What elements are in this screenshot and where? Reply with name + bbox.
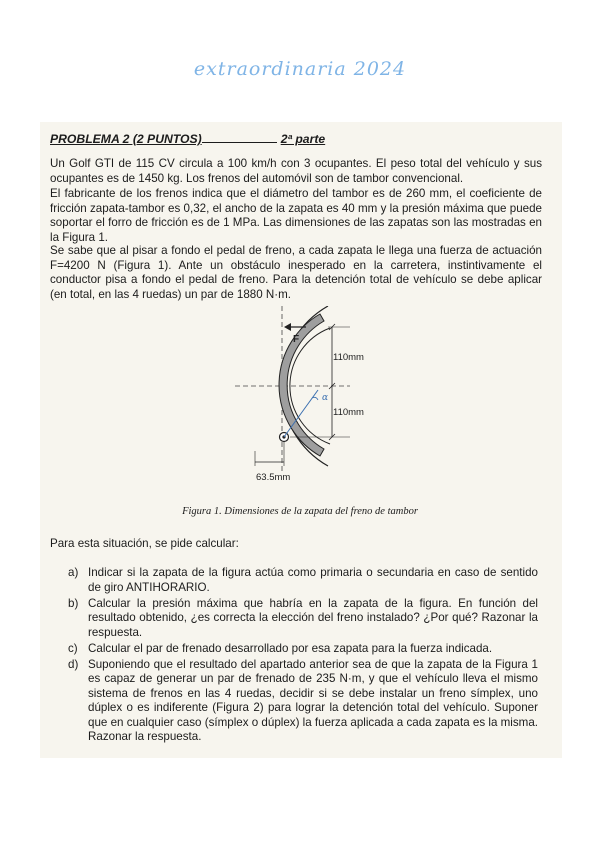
item-text: Calcular el par de frenado desarrollado por esa zapata para la fuerza indicada.: [88, 641, 493, 655]
angle-label: α: [322, 393, 329, 403]
dim-horizontal-label: 63.5mm: [256, 472, 291, 483]
question-list: [68, 566, 538, 746]
item-text: Suponiendo que el resultado del apartado anterior sea de que la zapata de la Figura 1 es capaz de generar un par de frenado de 235 N·m, y que el vehículo lleva el mismo sistema de frenos en las 4 ruedas, decidir si se debe instalar un freno símplex, uno dúplex o es indiferente (Figura 2) para lograr la detención total del vehículo. Suponer que en cualquier caso (símplex o dúplex) la fuerza aplicada a cada zapata es la misma. Razonar la respuesta.: [88, 657, 538, 743]
brake-shoe-figure: [50, 306, 550, 496]
question-item: [68, 566, 538, 595]
figure-caption: Figura 1. Dimensiones de la zapata del freno de tambor: [182, 506, 418, 517]
paragraph-actuation: Se sabe que al pisar a fondo el pedal de freno, a cada zapata le llega una fuerza de actuación F=4200 N (Figura 1). Ante un obstáculo inesperado en la carretera, instintivamente el conductor pisa a fondo el pedal de freno. Para la detención total de vehículo se debe aplicar (en total, en las 4 ruedas) un par de 1880 N·m.: [50, 244, 542, 301]
item-label: d): [68, 657, 79, 671]
force-arrowhead: [284, 323, 291, 331]
force-label: F: [293, 334, 300, 345]
dim-bottom-label: 110mm: [333, 407, 364, 418]
question-item: [68, 597, 538, 641]
question-intro: Para esta situación, se pide calcular:: [50, 537, 239, 550]
item-label: b): [68, 596, 79, 610]
paragraph-vehicle: Un Golf GTI de 115 CV circula a 100 km/h con 3 ocupantes. El peso total del vehículo y sus ocupantes es de 1450 kg. Los frenos del automóvil son de tambor convencional.: [50, 157, 542, 185]
item-label: a): [68, 566, 79, 579]
question-item: [68, 658, 538, 745]
problem-part: 2ª parte: [280, 132, 326, 146]
item-label: c): [68, 641, 78, 655]
question-item: [68, 642, 538, 657]
header-rule: [202, 142, 277, 143]
problem-header: [50, 132, 325, 146]
problem-title: PROBLEMA 2 (2 PUNTOS): [50, 132, 202, 146]
paragraph-brake-specs: El fabricante de los frenos indica que el diámetro del tambor es de 260 mm, el coeficiente de fricción zapata-tambor es 0,32, el ancho de la zapata es 40 mm y la presión máxima que puede soportar el forro de fricción es de 1 MPa. Las dimensiones de las zapatas son las mostradas en la Figura 1.: [50, 187, 542, 244]
dim-top-label: 110mm: [333, 352, 364, 363]
handwritten-note: extraordinaria 2024: [193, 58, 407, 80]
item-text: Calcular la presión máxima que habría en la zapata de la figura. En función del resultado obtenido, ¿es correcta la elección del freno instalado? ¿Por qué? Razonar la respuesta.: [88, 596, 538, 639]
item-text: Indicar si la zapata de la figura actúa como primaria o secundaria en caso de sentido de giro ANTIHORARIO.: [88, 566, 538, 594]
angle-arc: [312, 397, 318, 400]
